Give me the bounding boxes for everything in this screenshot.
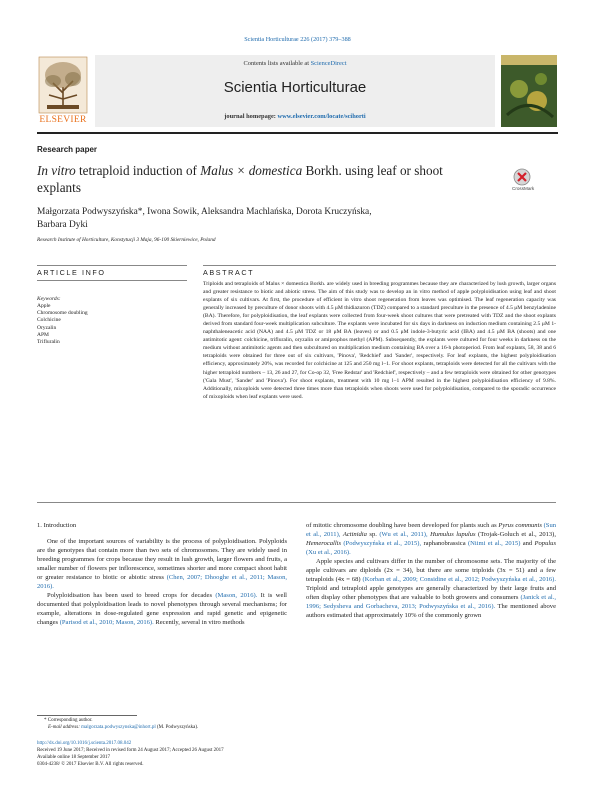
contents-availability [95, 60, 495, 67]
intro-paragraph-3 [306, 521, 556, 557]
abstract-rule-top [203, 265, 556, 266]
intro-p3-text: of mitotic chromosome doubling have been developed for plants such as [306, 522, 499, 529]
intro-right-column [306, 521, 556, 621]
crossmark-label: CrossMark [512, 186, 535, 191]
species-name: Humulus lupulus [430, 531, 476, 539]
authors-line-1: Małgorzata Podwyszyńska*, Iwona Sowik, Aleksandra Machlańska, Dorota Kruczyńska, [37, 207, 372, 217]
citation-link[interactable]: (Sun et al., 2011), [306, 522, 556, 539]
keywords-label: Keywords: [37, 296, 61, 302]
article-info-rule-bottom [37, 280, 187, 281]
article-info-rule-top [37, 265, 187, 266]
title-species: Malus × domestica [200, 163, 303, 178]
title-text-2: Borkh. using leaf or shoot explants [37, 163, 443, 195]
abstract-text: Triploids and tetraploids of Malus × domestica Borkh. are widely used in breeding programmes because they are characterized by lush growth, larger organs and greater resistance to biotic and abiotic stress. The aim of this study was to develop an in vitro method of apple polyploidisation using leaf and shoot explants of six cultivars. At first, the procedure of efficient in vitro shoot regeneration from leaves was optimised. The leaf regeneration capacity was generally increased by preculture of donor shoots with 4.5 μM thidiazuron (TDZ) compared to a standard preculture in the presence of 4.5 μM benzyladenine (BA). Therefore, for polyploidisation, the leaf explants were collected from four-week shoot cultures that were pretreated with TDZ and the shoot explants derived from standard four-week multiplication subculture. The explants were incubated for six days in darkness on induction medium containing 2.5 μM 1-naphthaleneacetic acid (NAA) and 4.5 μM TDZ or 18 μM BA (leaves) or and 0.5 μM indole-3-butyric acid (IBA) and 4.5 μM BA (shoots) and one antimitotic agent: colchicine, trifluralin, oryzalin or amiprophos methyl (APM). Subsequently, the explants were cultured for four weeks in darkness on the medium without antimitotic agents and then subcultured on multiplication medium containing BA over a 16-h photoperiod. From leaf explants, 58, 38 and 6 tetraploids were obtained for three out of six cultivars, 'Pinova', 'Redchief' and 'Sander', respectively. For leaf explants, the highest polyploidisation efficiency, approximately 20%, was recorded for colchicine at 125 and 250 mg l−1. For shoot explants, tetraploids were detected for all the cultivars with the higher tetraploid numbers – 13, 26 and 27, for Co-op 32, 'Free Redstar' and 'Redchief', respectively – and a few tetraploids were obtained for other genotypes ('Gala Must', 'Sander' and 'Pinova'). For shoot explants, treatment with 10 mg l−1 APM resulted in the highest polyploidisation efficiency of 9.8%. Additionally, mixoploids were detected three times more than tetraploids when shoots were used for polyploidisation, compared to the sporadic occurrence of mixoploids when leaf explants were used. [203, 281, 556, 400]
species-name: Populus [534, 540, 556, 548]
email-link[interactable]: malgorzata.podwyszynska@inhort.pl [81, 725, 156, 730]
journal-reference[interactable]: Scientia Horticulturae 226 (2017) 379–388 [244, 36, 351, 43]
elsevier-logo[interactable] [37, 55, 89, 129]
species-name: Hemerocallis [306, 540, 342, 548]
intro-paragraph-2 [37, 591, 287, 627]
abstract-rule-bottom [37, 502, 556, 503]
journal-cover-image [501, 55, 557, 127]
available-online: Available online 18 September 2017 [37, 755, 110, 760]
citation-link[interactable]: (Korban et al., 2009; Considine et al., 2012; Podwyszyńska et al., 2016). [362, 576, 556, 584]
keywords-list [37, 303, 88, 346]
species-name: Pyrus communis [498, 522, 542, 529]
intro-p2-text-a: Polyploidisation has been used to breed crops for decades [47, 592, 213, 600]
received-dates: Received 19 June 2017; Received in revised form 24 August 2017; Accepted 26 August 2017 [37, 748, 224, 753]
keyword-item: Oryzalin [37, 324, 57, 331]
doi-link[interactable] [37, 741, 131, 747]
contents-prefix: Contents lists available at [243, 60, 311, 67]
abstract-heading: ABSTRACT [203, 268, 255, 277]
species-name: Actinidia [342, 531, 367, 539]
email-line [48, 725, 198, 731]
doi-text[interactable]: http://dx.doi.org/10.1016/j.scienta.2017.08.042 [37, 741, 132, 746]
elsevier-wordmark: ELSEVIER [39, 115, 87, 125]
intro-p2-text-c: Recently, several in vitro methods [153, 619, 245, 627]
intro-p3-text: sp. [366, 531, 380, 539]
intro-p1-text: One of the important sources of variability is the process of polyploidisation. Polyploids are the genotypes that contain more than two sets of chromosomes. They are widely used in breeding programmes for crops because they result in lush growth, larger flowers and fruits, a smaller number of flowers per inflorescence, sometimes shorter and more compact shoot habit or greater resistance to biotic or abiotic stress [37, 538, 287, 582]
article-title [37, 162, 457, 196]
journal-title: Scientia Horticulturae [223, 79, 367, 96]
article-type: Research paper [37, 145, 98, 154]
intro-p3-text: raphanobrassica [421, 540, 468, 548]
intro-p3-text: (Trojak-Goluch et al., 2013), [475, 531, 556, 539]
intro-p4-text: Triploid and tetraploid apple genotypes are generally characterized by their large fruits and often display other phenotypes that are valuable to both growers and consumers [306, 585, 556, 602]
footnote-rule [37, 715, 137, 716]
intro-p2-text-b: It is well documented that polyploidisation leads to novel phenotypes through several mechanisms; for example, alterations in dose-regulated gene expression and rapid genetic and epigenetic changes [37, 592, 287, 627]
corresponding-author-note: * Corresponding author. [44, 718, 93, 723]
introduction-heading: 1. Introduction [37, 522, 77, 529]
keyword-item: Trifluralin [37, 339, 60, 346]
citation-link[interactable]: (Wu et al., 2011), [379, 531, 428, 539]
homepage-prefix: journal homepage: [224, 113, 278, 120]
author-affiliation: Research Institute of Horticulture, Konstytucji 3 Maja, 96-100 Skierniewice, Poland [37, 237, 216, 243]
intro-left-column [37, 537, 287, 627]
title-text-1: tetraploid induction of [75, 163, 201, 178]
article-info-heading: ARTICLE INFO [37, 268, 106, 277]
header-rule [37, 132, 558, 134]
sciencedirect-link[interactable]: ScienceDirect [310, 60, 347, 67]
citation-link[interactable]: (Parisod et al., 2010; Mason, 2016). [59, 619, 154, 627]
title-in-vitro: In vitro [37, 163, 76, 178]
citation-link[interactable]: (Podwyszyńska et al., 2015), [343, 540, 422, 548]
keyword-item: Chromosome doubling [37, 310, 88, 317]
intro-paragraph-4 [306, 557, 556, 620]
crossmark-badge[interactable] [512, 165, 544, 195]
intro-p4-text: The mentioned above authors estimated that approximately 10% of the commonly grown [306, 603, 556, 620]
intro-p3-text: and [520, 540, 535, 548]
homepage-link[interactable]: www.elsevier.com/locate/scihorti [277, 113, 366, 120]
citation-link[interactable]: (Niimi et al., 2015) [467, 540, 521, 548]
keyword-item: APM [37, 331, 49, 338]
copyright-notice: 0304-4238/ © 2017 Elsevier B.V. All rights reserved. [37, 762, 144, 767]
authors-line-2: Barbara Dyki [37, 220, 88, 230]
email-label: E-mail address: [48, 725, 82, 730]
citation-link[interactable]: (Janick et al., 1996; Sedysheva and Gorbacheva, 2013; Podwyszyńska et al., 2016). [306, 594, 556, 611]
citation-link[interactable]: (Mason, 2016). [215, 592, 258, 600]
journal-homepage [95, 113, 495, 120]
keyword-item: Colchicine [37, 317, 61, 324]
citation-link[interactable]: (Xu et al., 2016). [306, 549, 351, 557]
intro-p4-text: Apple species and cultivars differ in the number of chromosome sets. The majority of the apple cultivars are diploids (2x = 34), but there are some triploids (3x = 51) and a few tetraploids (4x = 68) [306, 558, 556, 584]
citation-link[interactable]: (Chen, 2007; Dhooghe et al., 2011; Mason, 2016). [37, 574, 287, 591]
email-suffix: (M. Podwyszyńska). [155, 725, 199, 730]
keyword-item: Apple [37, 303, 51, 309]
intro-paragraph-1 [37, 537, 287, 591]
journal-cover-icon [501, 55, 557, 127]
author-list [37, 206, 517, 232]
